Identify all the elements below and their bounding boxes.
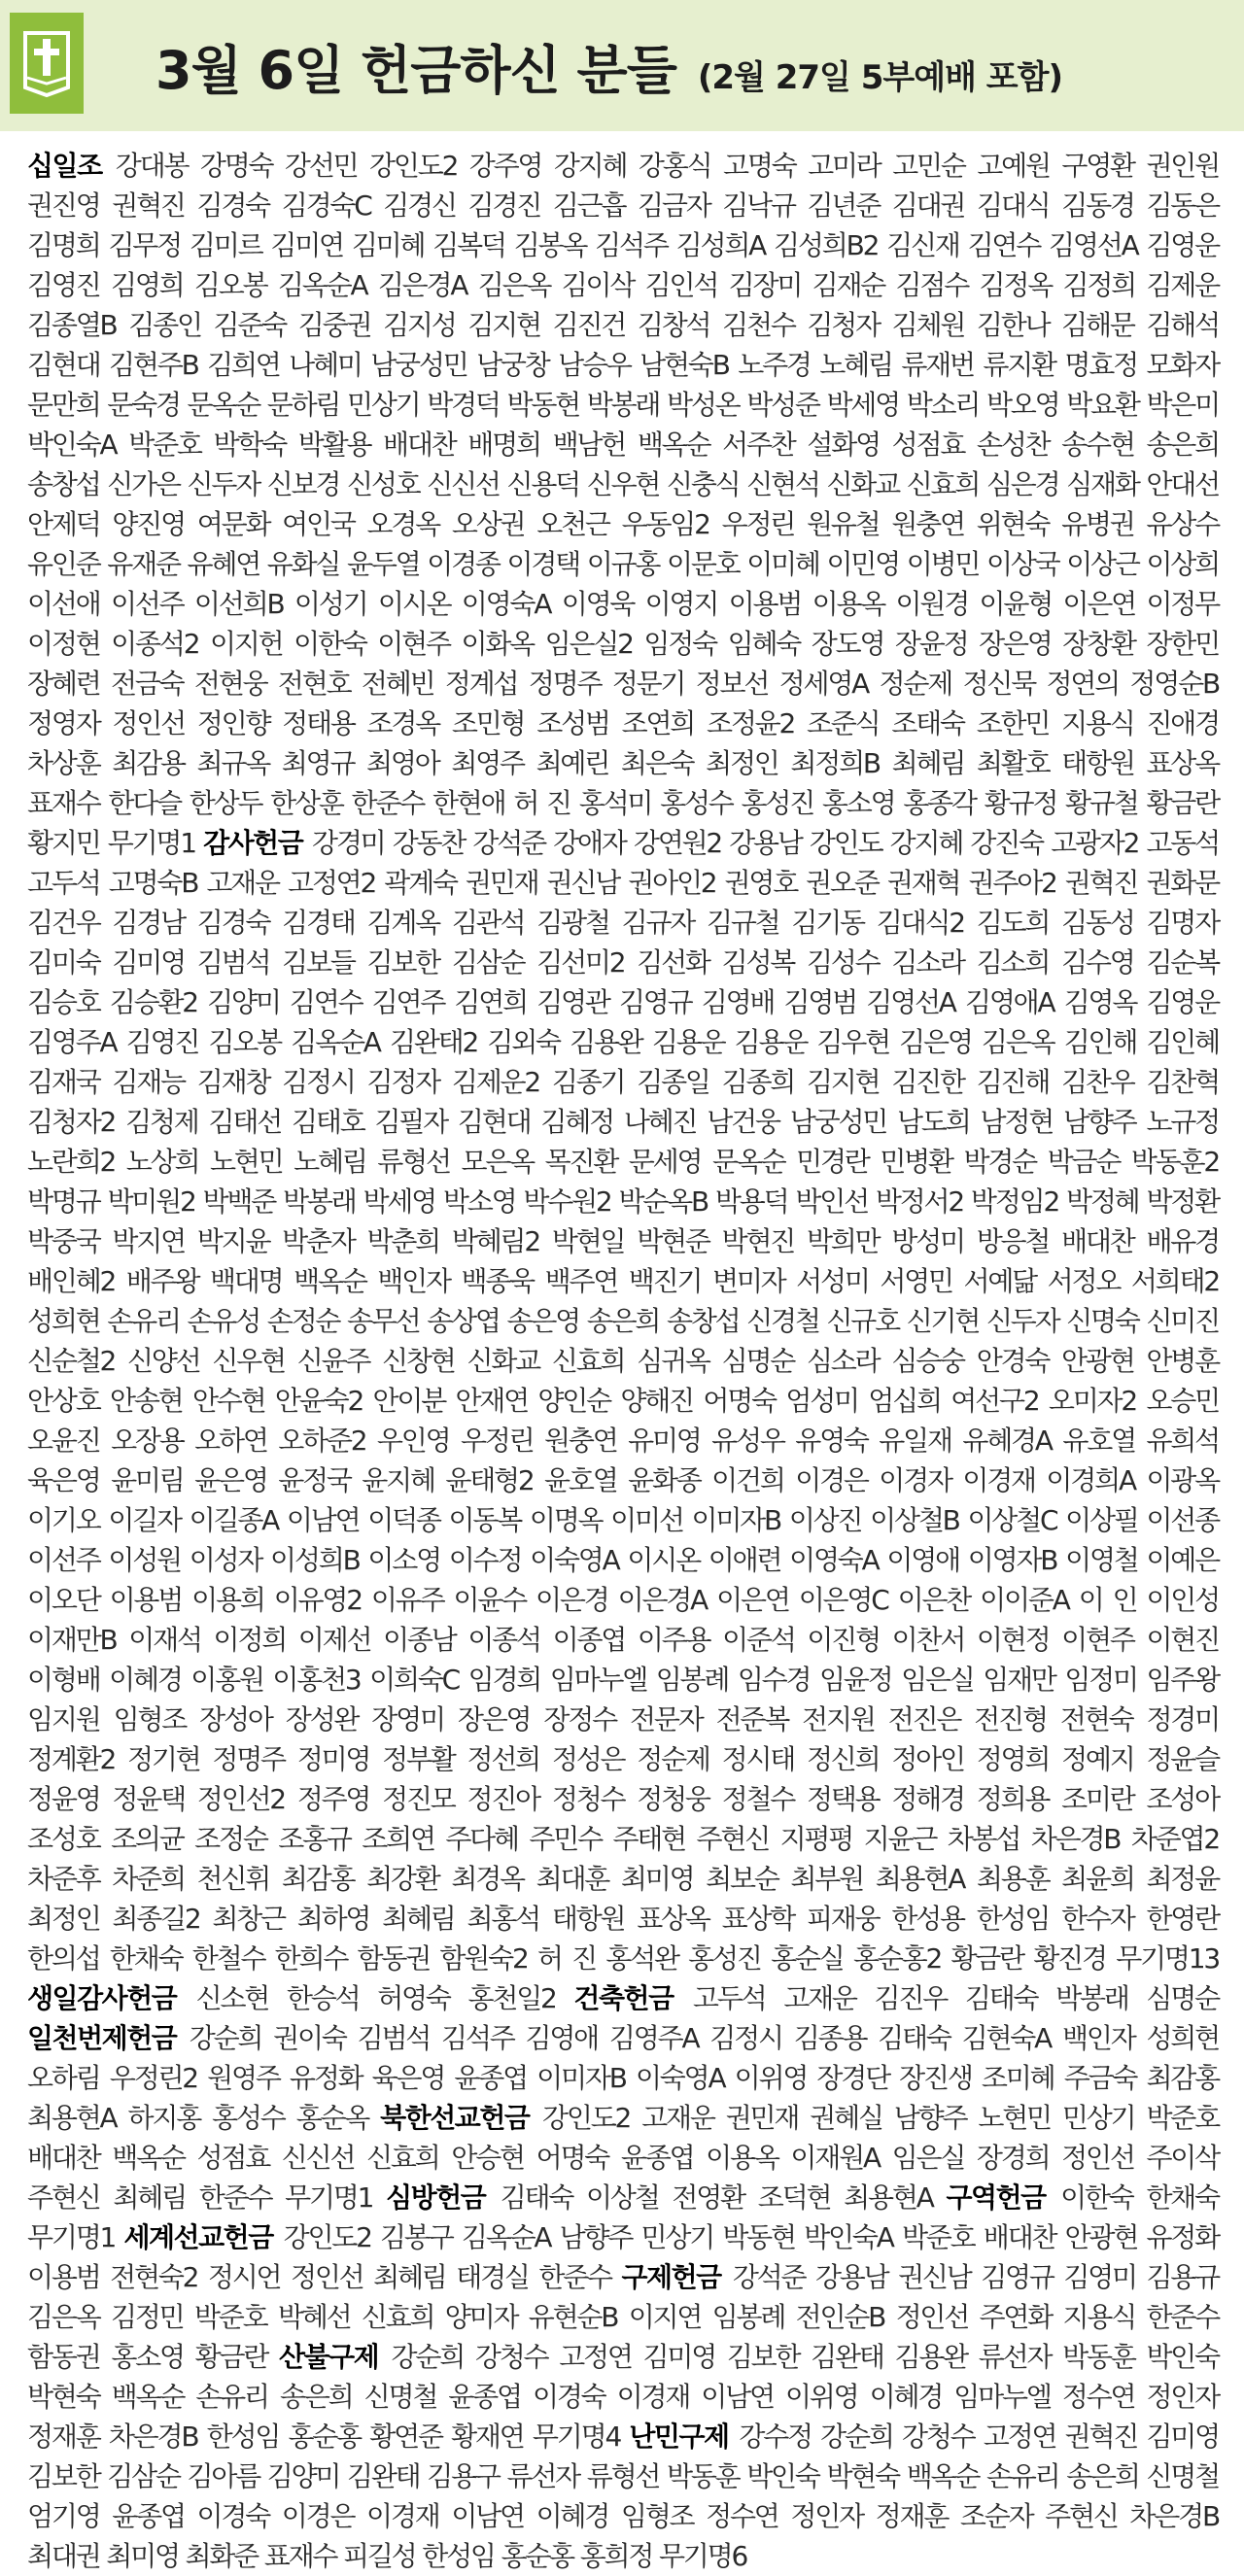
section-label-refugee-relief: 난민구제 bbox=[629, 2421, 740, 2453]
section-label-district: 구역헌금 bbox=[946, 2181, 1061, 2214]
section-names-thanksgiving: 강경미 강동찬 강석준 강애자 강연원2 강용남 강인도 강지혜 강진숙 고광자2 고동석 고두석 고명숙B 고재운 고정연2 곽계숙 권민재 권신남 권아인2 권영호 권오준 권재혁 권주아2 권혁진 권화문 김건우 김경남 김경숙 김경태 김계옥 김관석 김광철 김규자 김규철 김기동 김대식2 김도희 김동성 김명자 김미숙 김미영 김범석 김보들 김보한 김삼순 김선미2 김선화 김성복 김성수 김소라 김소희 김수영 김순복 김승호 김승환2 김양미 김연수 김연주 김연희 김영관 김영규 김영배 김영범 김영선A 김영애A 김영옥 김영운 김영주A 김영진 김오봉 김옥순A 김완태2 김외숙 김용완 김용운 김용운 김우현 김은영 김은옥 김인해 김인혜 김재국 김재능 김재창 김정시 김정자 김제운2 김종기 김종일 김종희 김지현 김진한 김진해 김찬우 김찬혁 김청자2 김청제 김태선 김태호 김필자 김현대 김혜정 나혜진 남건웅 남궁성민 남도희 남정현 남향주 노규정 노란희2 노상희 노현민 노혜림 류형선 모은옥 목진환 문세영 문옥순 민경란 민병환 박경순 박금순 박동훈2 박명규 박미원2 박백준 박봉래 박세영 박소영 박수원2 박순옥B 박용덕 박인선 박정서2 박정임2 박정혜 박정환 박중국 박지연 박지윤 박춘자 박춘희 박혜림2 박현일 박현준 박현진 박희만 방성미 방응철 배대찬 배유경 배인혜2 배주왕 백대명 백옥순 백인자 백종욱 백주연 백진기 변미자 서성미 서영민 서예닮 서정오 서희태2 성희현 손유리 손유성 손정순 송무선 송상엽 송은영 송은희 송창섭 신경철 신규호 신기현 신두자 신명숙 신미진 신순철2 신양선 신우현 신윤주 신창현 신화교 신효희 심귀옥 심명순 심소라 심승숭 안경숙 안광현 안병훈 안상호 안송현 안수현 안윤숙2 안이분 안재연 양인순 양해진 어명숙 엄성미 엄십희 여선구2 오미자2 오승민 오윤진 오장용 오하연 오하준2 우인영 우정린 원충연 유미영 유성우 유영숙 유일재 유혜경A 유호열 유희석 육은영 윤미림 윤은영 윤정국 윤지혜 윤태형2 윤호열 윤화종 이건희 이경은 이경자 이경재 이경희A 이광옥 이기오 이길자 이길종A 이남연 이덕종 이동복 이명옥 이미선 이미자B 이상진 이상철B 이상철C 이상필 이선종 이선주 이성원 이성자 이성희B 이소영 이수정 이숙영A 이시온 이애련 이영숙A 이영애 이영자B 이영철 이예은 이오단 이용범 이용희 이유영2 이유주 이윤수 이은경 이은경A 이은연 이은영C 이은찬 이이준A 이 인 이인성 이재만B 이재석 이정희 이제선 이종남 이종석 이종엽 이주용 이준석 이진형 이찬서 이현정 이현주 이현진 이형배 이혜경 이홍원 이홍천3 이희숙C 임경희 임마누엘 임봉례 임수경 임윤정 임은실 임재만 임정미 임주왕 임지원 임형조 장성아 장성완 장영미 장은영 장정수 전문자 전준복 전지원 전진은 전진형 전현숙 정경미 정계환2 정기현 정명주 정미영 정부활 정선희 정성은 정순제 정시태 정신희 정아인 정영희 정예지 정윤슬 정윤영 정윤택 정인선2 정주영 정진모 정진아 정청수 정청웅 정철수 정택용 정해경 정희용 조미란 조성아 조성호 조의균 조정순 조홍규 조희연 주다혜 주민수 주태현 주현신 지평평 지윤근 차봉섭 차은경B 차준엽2 차준후 차준희 천신휘 최감홍 최강환 최경옥 최대훈 최미영 최보순 최부원 최용현A 최용훈 최윤희 최정윤 최정인 최종길2 최창근 최하영 최혜림 최홍석 태항원 표상옥 표상학 피재웅 한성용 한성임 한수자 한영란 한의섭 한채숙 한철수 한희수 함동권 함원숙2 허 진 홍석완 홍성진 홍순실 홍순홍2 황금란 황진경 무기명13 bbox=[27, 827, 1219, 1975]
church-logo bbox=[10, 13, 84, 114]
section-label-building: 건축헌금 bbox=[573, 1982, 693, 2014]
section-names-relief: 강석준 강용남 권신남 김영규 김영미 김용규 김은옥 김정민 박준호 박혜선 신효희 양미자 유현순B 이지연 임봉례 전인순B 정인선 주연화 지용식 한준수 함동권 홍소영 황금란 bbox=[27, 2261, 1219, 2373]
section-names-building: 고두석 고재운 김진우 김태숙 박봉래 심명순 bbox=[692, 1982, 1219, 2014]
page-title: 3월 6일 헌금하신 분들 bbox=[156, 40, 676, 101]
section-names-north-korea-mission: 강인도2 고재운 권민재 권혜실 남향주 노현민 민상기 박준호 배대찬 백옥순 성점효 신신선 신효희 안승현 어명숙 윤종엽 이용옥 이재원A 임은실 장경희 정인선 주이삭 주현신 최혜림 한준수 무기명1 bbox=[27, 2102, 1219, 2214]
section-label-tithe: 십일조 bbox=[27, 150, 116, 182]
section-label-birthday: 생일감사헌금 bbox=[27, 1982, 196, 2014]
section-names-tithe: 강대봉 강명숙 강선민 강인도2 강주영 강지혜 강홍식 고명숙 고미라 고민순 고예원 구영환 권인원 권진영 권혁진 김경숙 김경숙C 김경신 김경진 김근흡 김금자 김낙규 김년준 김대권 김대식 김동경 김동은 김명희 김무정 김미르 김미연 김미혜 김복덕 김봉옥 김석주 김성희A 김성희B2 김신재 김연수 김영선A 김영운 김영진 김영희 김오봉 김옥순A 김은경A 김은옥 김이삭 김인석 김장미 김재순 김점수 김정옥 김정희 김제운 김종열B 김종인 김준숙 김중권 김지성 김지현 김진건 김창석 김천수 김청자 김체원 김한나 김해문 김해석 김현대 김현주B 김희연 나혜미 남궁성민 남궁창 남승우 남현숙B 노주경 노혜림 류재번 류지환 명효정 모화자 문만희 문숙경 문옥순 문하림 민상기 박경덕 박동현 박봉래 박성온 박성준 박세영 박소리 박오영 박요환 박은미 박인숙A 박준호 박학숙 박활용 배대찬 배명희 백남헌 백옥순 서주찬 설화영 성점효 손성찬 송수현 송은희 송창섭 신가은 신두자 신보경 신성호 신신선 신용덕 신우현 신충식 신현석 신화교 신효희 심은경 심재화 안대선 안제덕 양진영 여문화 여인국 오경옥 오상권 오천근 우동임2 우정린 원유철 원충연 위현숙 유병권 유상수 유인준 유재준 유혜연 유화실 윤두열 이경종 이경택 이규홍 이문호 이미혜 이민영 이병민 이상국 이상근 이상희 이선애 이선주 이선희B 이성기 이시온 이영숙A 이영욱 이영지 이용범 이용옥 이원경 이윤형 이은연 이정무 이정현 이종석2 이지헌 이한숙 이현주 이화옥 임은실2 임정숙 임혜숙 장도영 장윤정 장은영 장창환 장한민 장혜련 전금숙 전현웅 전현호 전혜빈 정계섭 정명주 정문기 정보선 정세영A 정순제 정신묵 정연의 정영순B 정영자 정인선 정인향 정태용 조경옥 조민형 조성범 조연희 조정윤2 조준식 조태숙 조한민 지용식 진애경 차상훈 최감용 최규옥 최영규 최영아 최영주 최예린 최은숙 최정인 최정희B 최혜림 최활호 태항원 표상옥 표재수 한다슬 한상두 한상훈 한준수 한현애 허 진 홍석미 홍성수 홍성진 홍소영 홍종각 황규정 황규철 황금란 황지민 무기명1 bbox=[27, 150, 1219, 859]
section-label-wildfire-relief: 산불구제 bbox=[278, 2341, 392, 2373]
section-label-world-mission: 세계선교헌금 bbox=[123, 2221, 284, 2253]
section-names-district: 이한숙 한채숙 무기명1 bbox=[27, 2181, 1219, 2253]
page-header bbox=[0, 0, 1244, 131]
section-label-north-korea-mission: 북한선교헌금 bbox=[380, 2102, 542, 2134]
page-subtitle: (2월 27일 5부예배 포함) bbox=[697, 58, 1062, 97]
bible-cross-icon bbox=[19, 29, 74, 97]
offering-names-list bbox=[27, 146, 1219, 2576]
section-label-thousand-offering: 일천번제헌금 bbox=[27, 2022, 190, 2054]
section-names-visitation: 김태숙 이상철 전영환 조덕현 최용현A bbox=[500, 2181, 947, 2214]
section-names-refugee-relief: 강수정 강순희 강청수 고정연 권혁진 김미영 김보한 김삼순 김아름 김양미 김완태 김용구 류선자 류형선 박동훈 박인숙 박현숙 백옥순 손유리 송은희 신명철 엄기영 윤종엽 이경숙 이경은 이경재 이남연 이혜경 임형조 정수연 정인자 정재훈 조순자 주현신 차은경B 최대권 최미영 최화준 표재수 피길성 한성임 홍순홍 홍희정 무기명6 bbox=[27, 2421, 1219, 2572]
section-label-thanksgiving: 감사헌금 bbox=[203, 827, 312, 859]
section-label-relief: 구제헌금 bbox=[621, 2261, 733, 2293]
section-label-visitation: 심방헌금 bbox=[386, 2181, 501, 2214]
section-names-wildfire-relief: 강순희 강청수 고정연 김미영 김보한 김완태 김용완 류선자 박동훈 박인숙 박현숙 백옥순 손유리 송은희 신명철 윤종엽 이경숙 이경재 이남연 이위영 이혜경 임마누엘 정수연 정인자 정재훈 차은경B 한성임 홍순홍 황연준 황재연 무기명4 bbox=[27, 2341, 1219, 2453]
section-names-birthday: 신소현 한승석 허영숙 홍천일2 bbox=[195, 1982, 574, 2014]
section-names-thousand-offering: 강순희 권이숙 김범석 김석주 김영애 김영주A 김정시 김종용 김태숙 김현숙A 백인자 성희현 오하림 우정린2 원영주 유정화 육은영 윤종엽 이미자B 이숙영A 이위영 장경단 장진생 조미혜 주금숙 최감홍 최용현A 하지홍 홍성수 홍순옥 bbox=[27, 2022, 1219, 2134]
page-title-group bbox=[156, 29, 1062, 104]
section-names-world-mission: 강인도2 김봉구 김옥순A 남향주 민상기 박동현 박인숙A 박준호 배대찬 안광현 유정화 이용범 전현숙2 정시언 정인선 최혜림 태경실 한준수 bbox=[27, 2221, 1220, 2293]
